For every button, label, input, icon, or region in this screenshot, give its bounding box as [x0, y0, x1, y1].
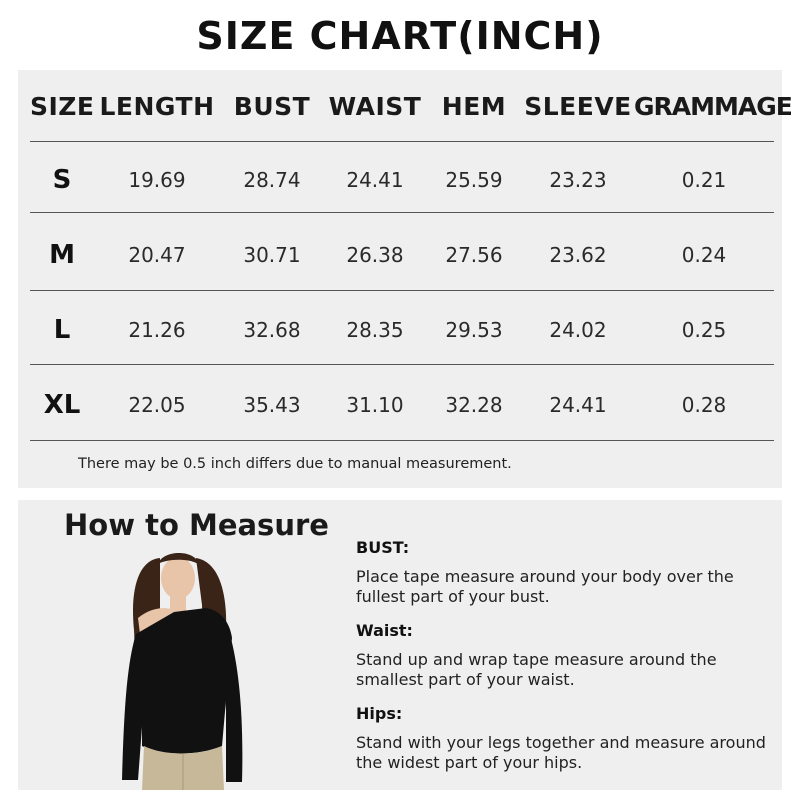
how-to-measure-panel: [18, 500, 782, 790]
measure-title: How to Measure: [64, 508, 329, 542]
waist-cell: 28.35: [346, 318, 404, 342]
length-cell: 21.26: [128, 318, 186, 342]
waist-cell: 26.38: [346, 243, 404, 267]
header-size: SIZE: [30, 91, 95, 121]
size-cell: L: [53, 315, 71, 345]
table-divider: [30, 141, 774, 142]
hem-cell: 29.53: [445, 318, 503, 342]
waist-label: Waist:: [356, 621, 413, 640]
face-shape: [161, 557, 195, 599]
hips-instruction: Stand with your legs together and measure around the widest part of your hips.: [356, 733, 766, 772]
header-hem: HEM: [441, 91, 507, 121]
table-row: [30, 144, 774, 216]
waist-instruction: Stand up and wrap tape measure around the smallest part of your waist.: [356, 650, 717, 689]
sleeve-cell: 24.02: [549, 318, 607, 342]
waist-cell: 24.41: [346, 168, 404, 192]
sleeve-cell: 24.41: [549, 393, 607, 417]
hem-cell: 25.59: [445, 168, 503, 192]
header-waist: WAIST: [328, 91, 422, 121]
waist-cell: 31.10: [346, 393, 404, 417]
header-sleeve: SLEEVE: [524, 91, 632, 121]
model-photo: [98, 550, 268, 790]
bust-cell: 30.71: [243, 243, 301, 267]
top-shape: [136, 608, 232, 754]
table-row: [30, 369, 774, 441]
measurement-note: There may be 0.5 inch differs due to manual measurement.: [78, 456, 512, 472]
bust-label: BUST:: [356, 538, 410, 557]
header-bust: BUST: [233, 91, 311, 121]
header-length: LENGTH: [99, 91, 215, 121]
bust-cell: 32.68: [243, 318, 301, 342]
table-divider: [30, 290, 774, 291]
length-cell: 19.69: [128, 168, 186, 192]
neck-shape: [170, 594, 186, 612]
table-row: [30, 294, 774, 366]
table-row: [30, 219, 774, 291]
size-chart-table: [18, 70, 792, 488]
page-title: SIZE CHART(INCH): [196, 14, 604, 58]
sleeve-cell: 23.62: [549, 243, 607, 267]
table-header-row: [30, 70, 792, 142]
length-cell: 20.47: [128, 243, 186, 267]
size-cell: S: [52, 165, 72, 195]
grammage-cell: 0.21: [681, 168, 727, 192]
hem-cell: 32.28: [445, 393, 503, 417]
grammage-cell: 0.25: [681, 318, 727, 342]
size-cell: XL: [43, 390, 81, 420]
hips-label: Hips:: [356, 704, 403, 723]
sleeve-cell: 23.23: [549, 168, 607, 192]
sleeve-shape: [122, 634, 144, 780]
length-cell: 22.05: [128, 393, 186, 417]
table-divider: [30, 440, 774, 441]
measure-instructions: [356, 538, 766, 787]
bust-cell: 28.74: [243, 168, 301, 192]
sleeve-shape: [224, 628, 242, 782]
table-divider: [30, 212, 774, 213]
header-grammage: GRAMMAGE: [634, 91, 792, 121]
bust-instruction: Place tape measure around your body over the fullest part of your bust.: [356, 567, 734, 606]
size-cell: M: [49, 240, 75, 270]
table-divider: [30, 364, 774, 365]
hem-cell: 27.56: [445, 243, 503, 267]
bust-cell: 35.43: [243, 393, 301, 417]
grammage-cell: 0.28: [681, 393, 727, 417]
grammage-cell: 0.24: [681, 243, 727, 267]
